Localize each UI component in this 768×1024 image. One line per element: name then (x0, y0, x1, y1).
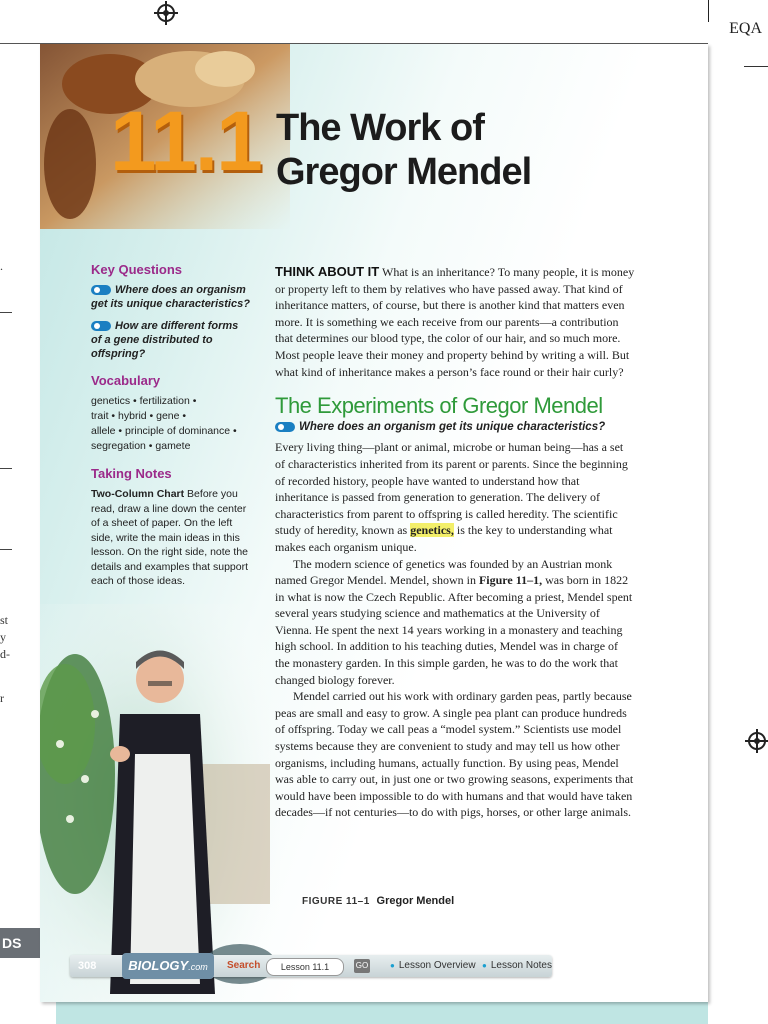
crop-tick (0, 312, 12, 313)
lesson-sidebar (91, 262, 251, 589)
key-question-text: Where does an organism get its unique characteristics? (91, 284, 250, 310)
go-button[interactable]: GO (354, 959, 370, 973)
page-number: 308 (78, 960, 97, 972)
main-article (275, 264, 635, 821)
lesson-number: 11.1 (110, 94, 261, 188)
figure-label: FIGURE 11–1 (302, 896, 370, 907)
think-about-it-label: THINK ABOUT IT (275, 264, 380, 279)
body-paragraph (275, 439, 635, 555)
body-text: was born in 1822 in what is now the Czech Republic. After becoming a priest, Mendel spent several years studying science and mathematics at the University of Vienna. He spent the next 14 years working in a monastery and teaching high school. In addition to his teaching duties, Mendel was in charge of the monastery garden. In this simple garden, he was to do the work that changed biology forever. (275, 573, 633, 687)
key-question (91, 283, 251, 311)
body-text: The modern science of genetics was founded by an Austrian monk named Gregor Mendel. Mendel, shown in (275, 556, 613, 588)
footer-nav-bar (70, 955, 552, 977)
lesson-overview-link[interactable]: ● Lesson Overview (390, 960, 476, 971)
section-key-question (275, 419, 635, 436)
figure-title: Gregor Mendel (376, 895, 455, 907)
key-icon (275, 422, 295, 432)
body-text: Every living thing—plant or animal, microbe or human being—has a set of characteristics inherited from its parent or parents. Since the beginning of recorded history, people have wanted to understand how that inheritance is passed from generation to generation. The delivery of characteristics from parent to offspring is called heredity. The scientific study of heredity, known as (275, 440, 628, 538)
figure-caption (302, 895, 454, 907)
section-heading: The Experiments of Gregor Mendel (275, 393, 603, 419)
body-paragraph (275, 556, 635, 689)
crop-mark (708, 0, 709, 22)
previous-page-text: r (0, 691, 4, 705)
crop-mark (744, 66, 768, 67)
crop-tick (0, 549, 12, 550)
lesson-title-line: The Work of (276, 107, 484, 149)
taking-notes-heading: Taking Notes (91, 466, 172, 481)
previous-page-text: st (0, 613, 9, 627)
lesson-notes-link[interactable]: ● Lesson Notes (482, 960, 552, 971)
figure-reference: Figure 11–1, (478, 573, 543, 588)
lesson-search-box[interactable]: Lesson 11.1 (266, 958, 344, 976)
lesson-title-line: Gregor Mendel (276, 151, 532, 193)
vocabulary-list (91, 394, 251, 454)
logo-text: BIOLOGY (128, 958, 189, 973)
page-bottom-edge (56, 1002, 708, 1024)
logo-suffix: .com (188, 962, 208, 972)
think-about-it-paragraph (275, 264, 635, 380)
vocabulary-line: genetics • fertilization • (91, 395, 197, 407)
vocabulary-line: allele • principle of dominance • (91, 425, 237, 437)
body-text: is the key to understanding what makes each organism unique. (275, 523, 613, 554)
search-label: Search (227, 960, 261, 971)
section-key-question-text: Where does an organism get its unique characteristics? (299, 420, 606, 433)
registration-mark-icon (748, 732, 766, 750)
previous-page-edge (0, 44, 40, 1024)
vocabulary-line: segregation • gamete (91, 440, 191, 452)
eqa-label: EQA (729, 20, 762, 37)
crop-tick (0, 468, 12, 469)
side-tab: DS (0, 928, 42, 958)
two-column-chart-label: Two-Column Chart (91, 488, 185, 500)
registration-mark-icon (157, 4, 175, 22)
gregor-mendel-illustration (40, 604, 280, 1002)
vocabulary-line: trait • hybrid • gene • (91, 410, 187, 422)
taking-notes-text (91, 487, 251, 589)
key-question-text: How are different forms of a gene distributed to offspring? (91, 320, 239, 360)
previous-page-text: y (0, 630, 6, 644)
taking-notes-body: Before you read, draw a line down the center of a sheet of paper. On the left side, write the main ideas in this lesson. On the right side, note the details and examples that support each of those ideas. (91, 488, 249, 587)
body-paragraph: Mendel carried out his work with ordinary garden peas, partly because peas are small and easy to grow. A single pea plant can produce hundreds of offspring. Today we call peas a “model system.” Scientists use model systems because they are convenient to study and may tell us how other organisms, including humans, actually function. By using peas, Mendel was able to carry out, in just one or two growing seasons, experiments that would have been impossible to do with humans and that would have taken decades—if not centuries—to do with pigs, horses, or other large animals. (275, 689, 634, 820)
key-icon (91, 285, 111, 295)
textbook-page (40, 44, 708, 1002)
key-question (91, 319, 251, 361)
previous-page-text: d- (0, 647, 10, 661)
key-questions-heading: Key Questions (91, 262, 183, 277)
previous-page-text: . (0, 259, 3, 273)
biology-com-logo[interactable] (122, 953, 214, 979)
vocabulary-heading: Vocabulary (91, 373, 161, 388)
think-about-it-text: What is an inheritance? To many people, it is money or property left to them by relatives who have passed away. That kind of inheritance matters, of course, but there is another kind that matters even more. It is something we each receive from our parents—a contribution that determines our blood type, the color of our hair, and so much more. Most people leave their money and property behind by writing a will. But what kind of inheritance makes a person’s face round or their hair curly? (275, 265, 635, 379)
vocabulary-term-genetics: genetics, (410, 523, 454, 538)
lesson-title (276, 106, 676, 194)
key-icon (91, 321, 111, 331)
